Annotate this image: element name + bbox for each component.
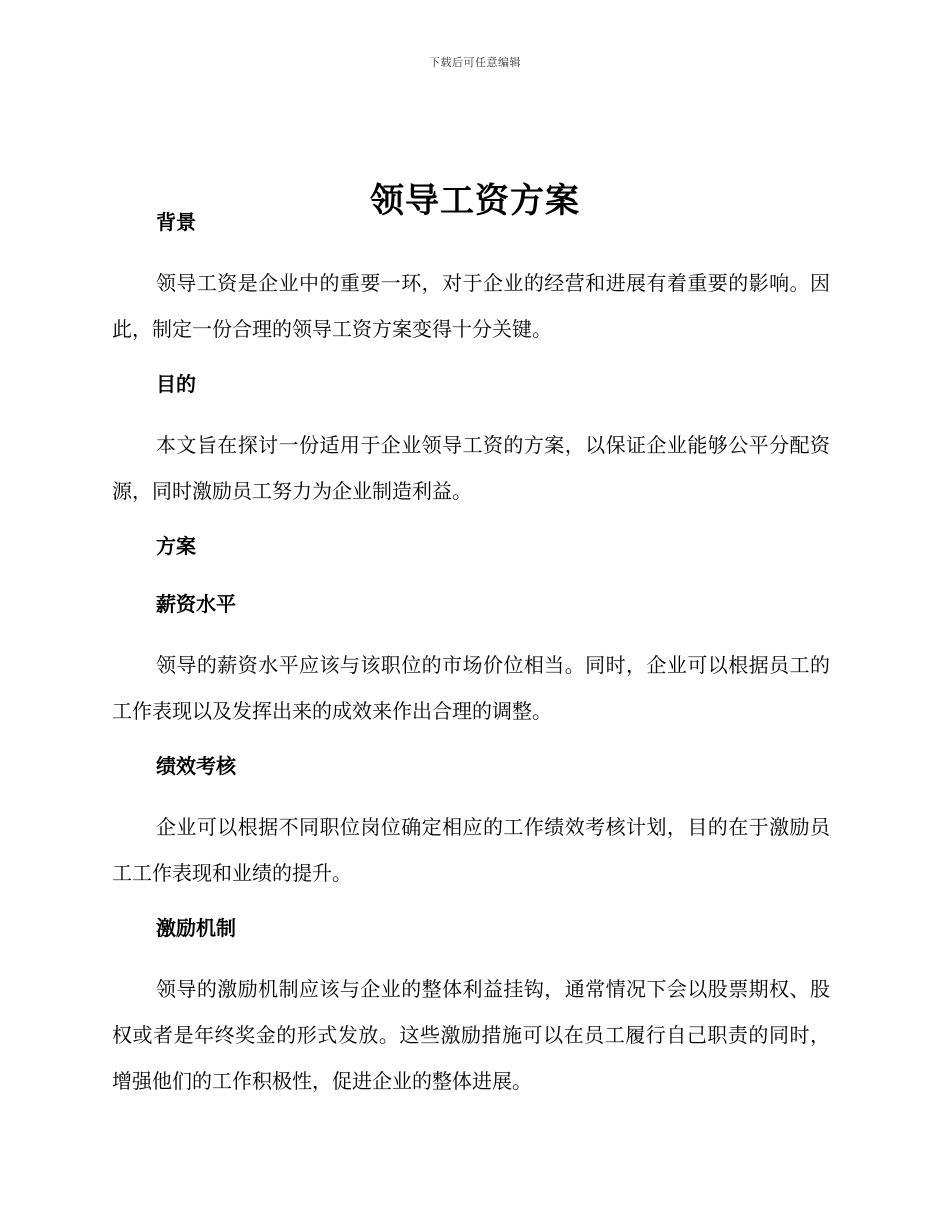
page-header-note: 下载后可任意编辑: [429, 56, 521, 69]
section-heading-purpose: 目的: [156, 372, 196, 396]
section-incentive: [112, 910, 830, 1104]
section-salary-level: [112, 586, 830, 734]
section-heading-incentive: 激励机制: [156, 916, 236, 940]
section-paragraph-incentive: 领导的激励机制应该与企业的整体利益挂钩，通常情况下会以股票期权、股权或者是年终奖金的形式发放。这些激励措施可以在员工履行自己职责的同时，增强他们的工作积极性，促进企业的整体进展。: [112, 977, 830, 1093]
section-heading-salary-level: 薪资水平: [156, 592, 236, 616]
section-paragraph-background: 领导工资是企业中的重要一环，对于企业的经营和进展有着重要的影响。因此，制定一份合理的领导工资方案变得十分关键。: [112, 271, 830, 341]
section-purpose: [112, 366, 830, 514]
section-heading-background: 背景: [156, 210, 196, 234]
section-plan: [112, 528, 830, 564]
section-paragraph-purpose: 本文旨在探讨一份适用于企业领导工资的方案，以保证企业能够公平分配资源，同时激励员工努力为企业制造利益。: [112, 433, 830, 503]
document-title: 领导工资方案: [370, 180, 580, 221]
section-paragraph-performance: 企业可以根据不同职位岗位确定相应的工作绩效考核计划，目的在于激励员工工作表现和业绩的提升。: [112, 815, 830, 885]
section-paragraph-salary-level: 领导的薪资水平应该与该职位的市场价位相当。同时，企业可以根据员工的工作表现以及发挥出来的成效来作出合理的调整。: [112, 653, 830, 723]
section-performance: [112, 748, 830, 896]
section-heading-performance: 绩效考核: [156, 754, 236, 778]
section-heading-plan: 方案: [156, 534, 196, 558]
section-background: [112, 204, 830, 352]
document-body: [112, 204, 830, 1104]
